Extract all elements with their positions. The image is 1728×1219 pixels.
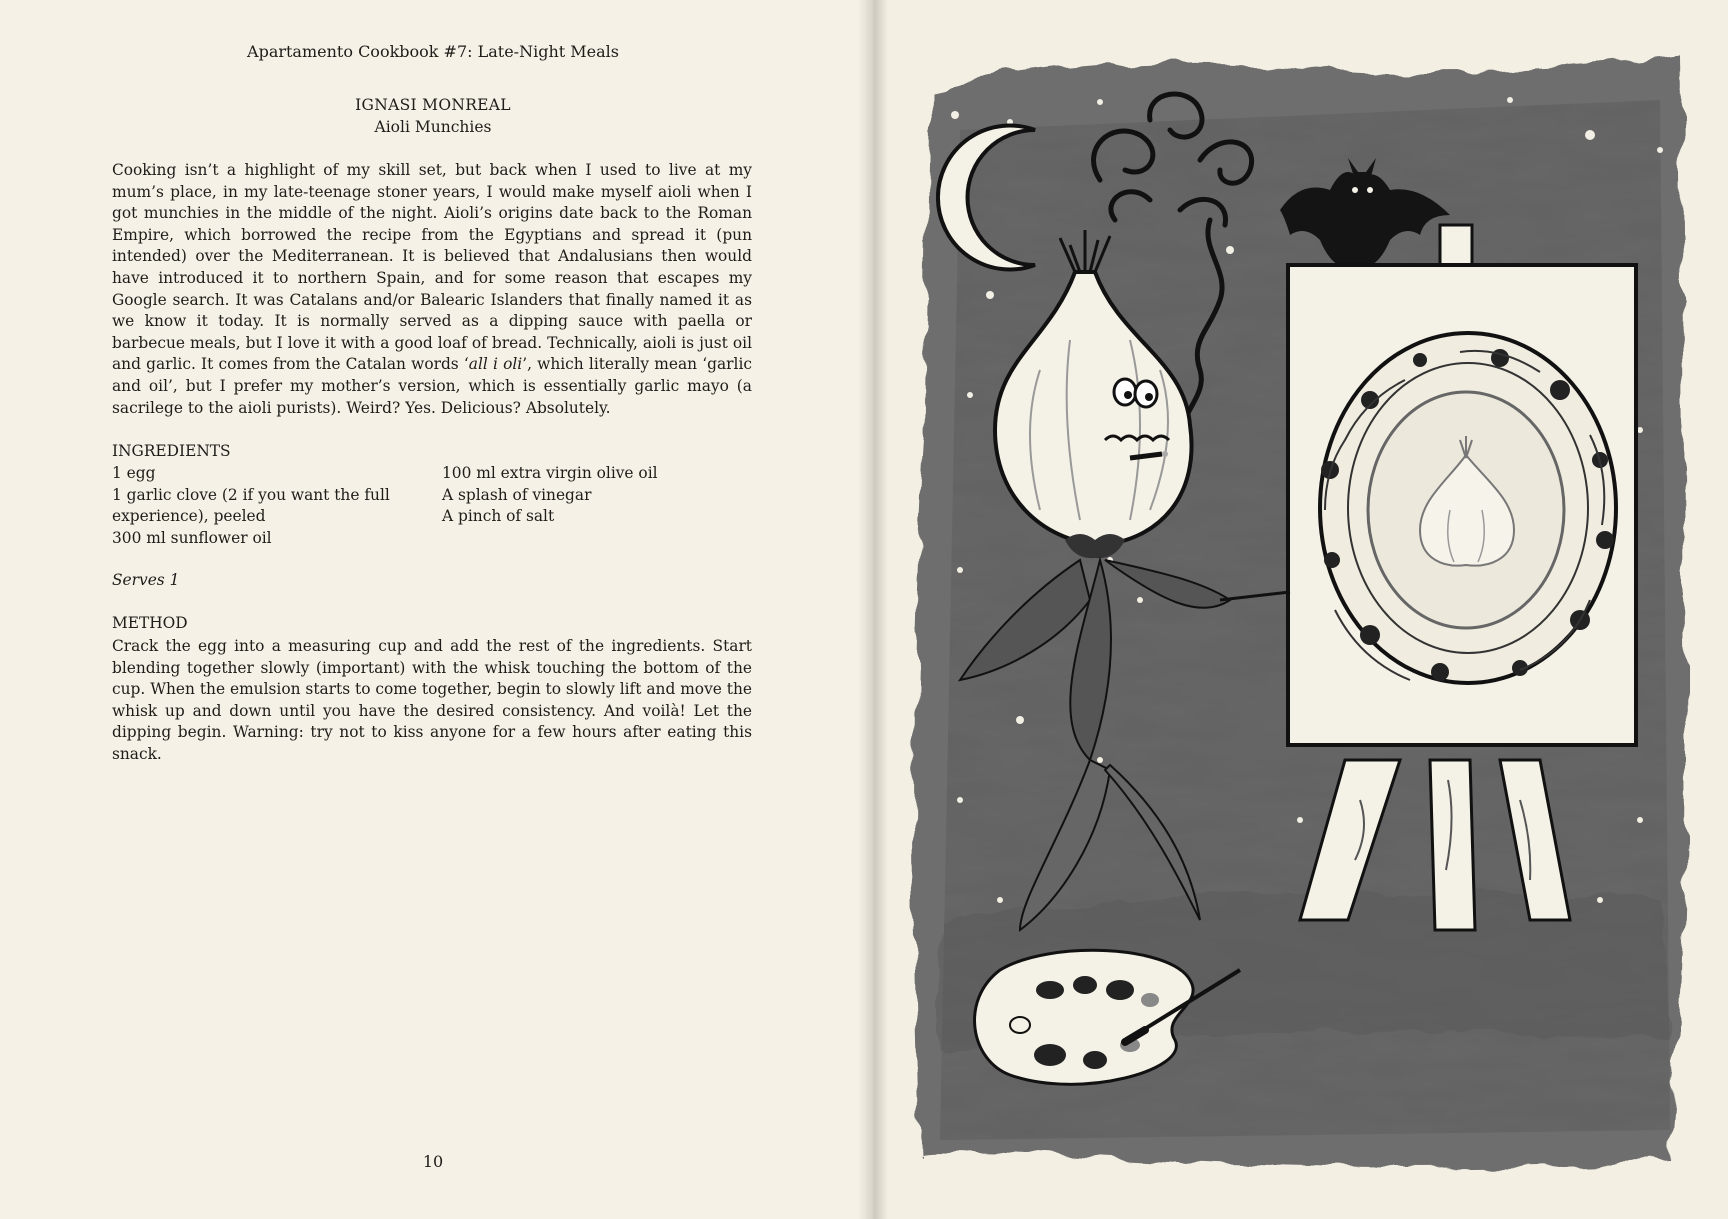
ingredients-heading: INGREDIENTS [112,442,231,460]
intro-text-1: Cooking isn’t a highlight of my skill set, but back when I used to live at my mum’s place, in my late-teenage stoner years, I would make myself aioli when I got munchies in the middle of the night. Aioli’s origins date back to the Roman Empire, which borrowed the recipe from the Egyptians and spread it (pun intended) over the Mediterranean. It is believed that Andalusians then would have introduced it to northern Spain, and for some reason that escapes my Google search. It was Catalans and/or Balearic Islanders that finally named it as we know it today. It is normally served as a dipping sauce with paella or barbecue meals, but I love it with a good loaf of bread. Technically, aioli is just oil and garlic. It comes from the Catalan words ‘ [112,161,752,374]
ingredients-list-right [442,463,762,528]
ingredient-item: 1 garlic clove (2 if you want the full experience), peeled [112,485,390,526]
decorated-plate-icon [1320,333,1616,683]
book-gutter [858,0,888,1219]
recipe-title: Aioli Munchies [374,118,492,136]
page-number: 10 [422,1152,444,1171]
intro-italic-term: all i oli [468,355,523,374]
ingredient-item: 1 egg [112,464,156,482]
ingredient-item: A pinch of salt [442,507,555,526]
ingredient-item: 100 ml extra virgin olive oil [442,464,658,482]
intro-text-2: ’, which literally mean ‘garlic and oil’, but I prefer my mother’s version, which is essentially garlic mayo (a sacrilege to the aioli purists). Weird? Yes. Delicious? Absolutely. [112,355,752,417]
illustration [900,40,1690,1180]
ingredient-item: 300 ml sunflower oil [112,528,272,547]
method-heading: METHOD [112,614,188,632]
ingredient-item: A splash of vinegar [442,485,592,504]
running-head: Apartamento Cookbook #7: Late-Night Meals [247,42,619,61]
method-paragraph: Crack the egg into a measuring cup and add the rest of the ingredients. Start blending together slowly (important) with the whisk touching the bottom of the cup. When the emulsion starts to come together, begin to slowly lift and move the whisk up and down until you have the desired consistency. And voilà! Let the dipping begin. Warning: try not to kiss anyone for a few hours after eating this snack. [112,637,752,763]
intro-paragraph [112,160,752,419]
author-name: IGNASI MONREAL [355,96,511,114]
ingredients-list-left [112,463,412,549]
serves-note: Serves 1 [112,571,180,589]
